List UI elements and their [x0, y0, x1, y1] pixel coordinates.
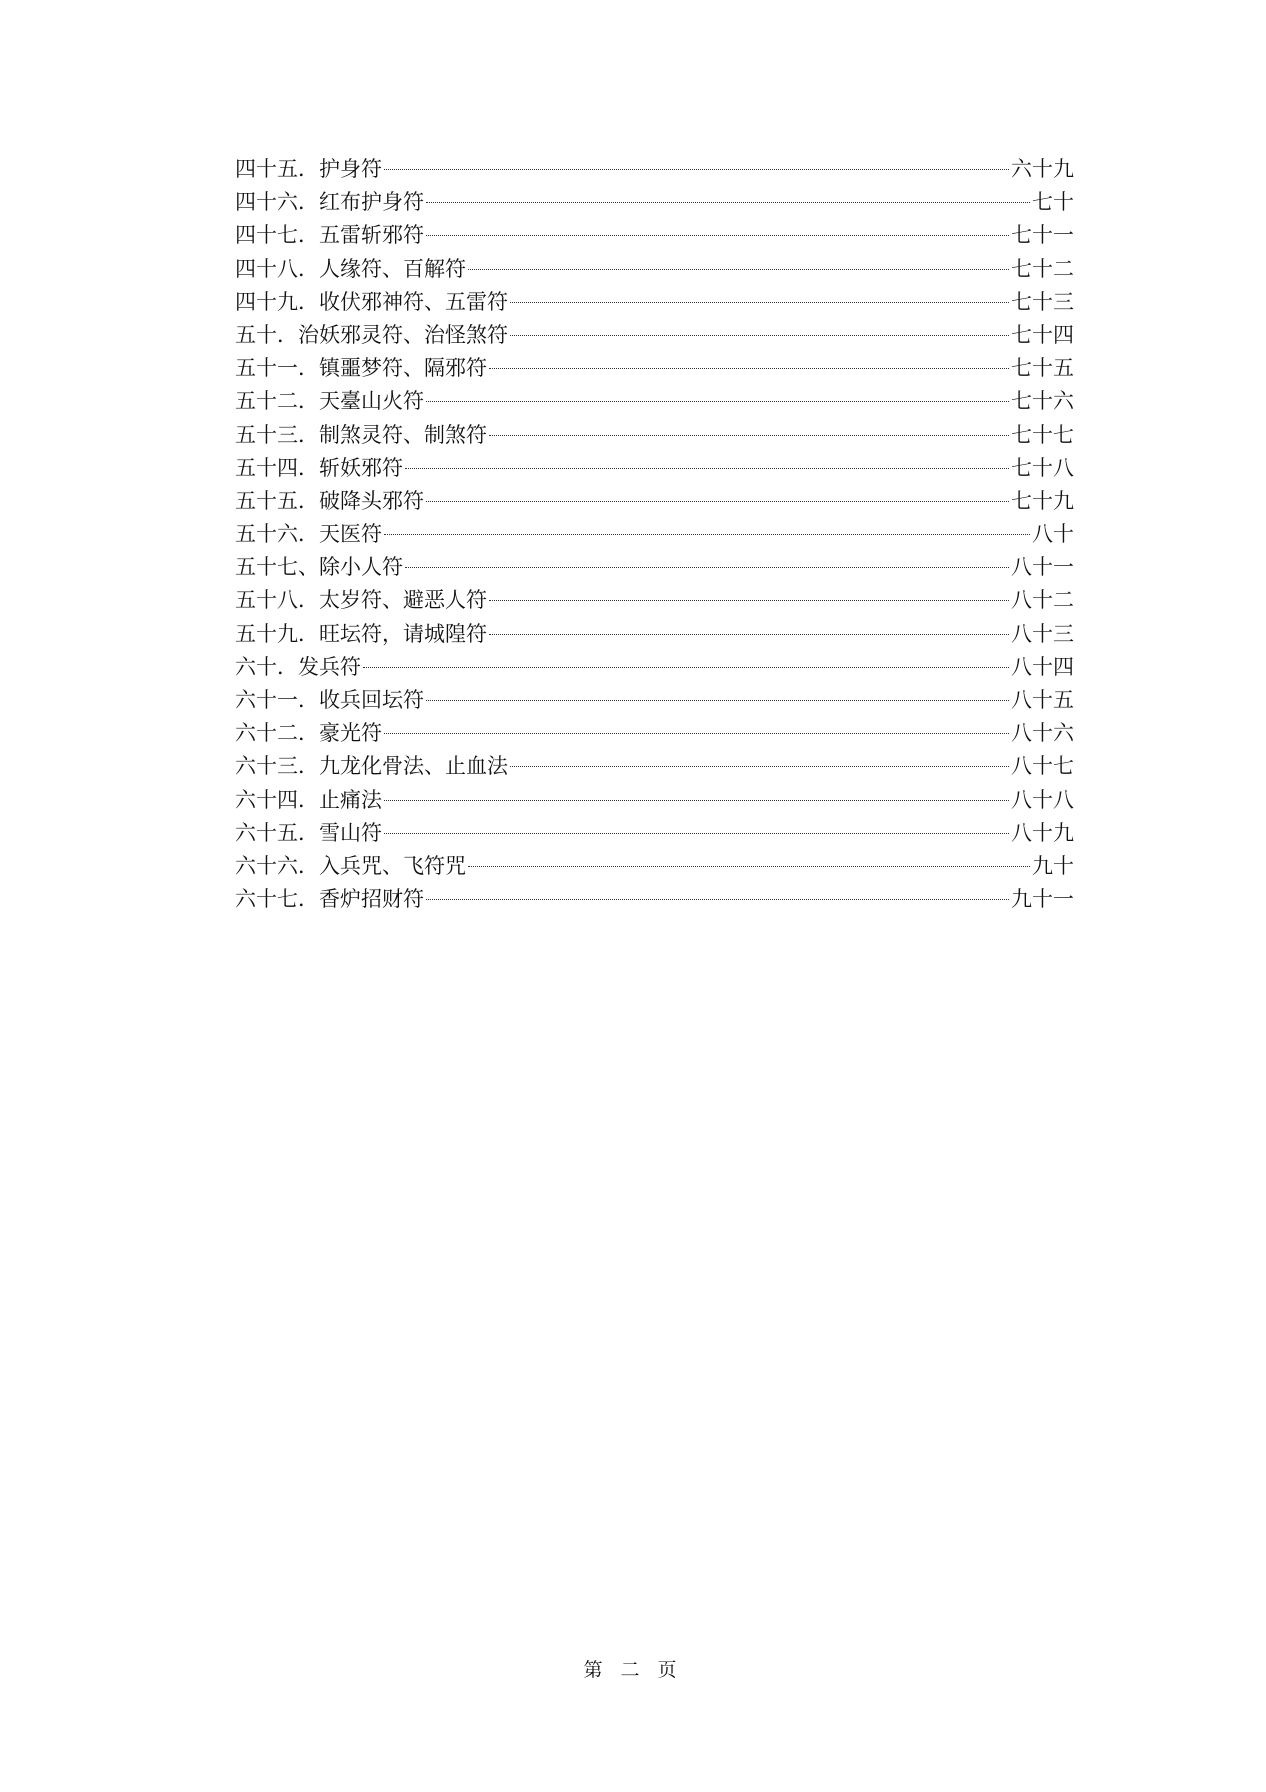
- toc-entry-number: 六十四．: [235, 787, 319, 812]
- toc-entry-title: 太岁符、避恶人符: [319, 588, 487, 613]
- toc-entry-title: 治妖邪灵符、治怪煞符: [298, 322, 508, 347]
- toc-dot-leader: [489, 600, 1009, 601]
- toc-entry[interactable]: [235, 352, 1074, 385]
- toc-dot-leader: [384, 800, 1009, 801]
- toc-entry-page: 七十三: [1011, 289, 1074, 314]
- toc-dot-leader: [489, 435, 1009, 436]
- toc-entry[interactable]: [235, 717, 1074, 750]
- toc-entry-title: 人缘符、百解符: [319, 256, 466, 281]
- toc-entry-title: 天医符: [319, 522, 382, 547]
- toc-entry-number: 六十七．: [235, 887, 319, 912]
- toc-entry-page: 九十: [1032, 853, 1074, 878]
- toc-entry-page: 八十: [1032, 522, 1074, 547]
- toc-entry[interactable]: [235, 784, 1074, 817]
- toc-entry-title: 斩妖邪符: [319, 455, 403, 480]
- toc-dot-leader: [405, 567, 1009, 568]
- toc-entry[interactable]: [235, 319, 1074, 352]
- toc-dot-leader: [510, 766, 1009, 767]
- toc-entry-number: 五十八．: [235, 588, 319, 613]
- toc-entry-title: 红布护身符: [319, 190, 424, 215]
- toc-entry-title: 香炉招财符: [319, 887, 424, 912]
- toc-entry[interactable]: [235, 551, 1074, 584]
- toc-entry-title: 破降头邪符: [319, 488, 424, 513]
- toc-dot-leader: [468, 866, 1030, 867]
- toc-dot-leader: [405, 468, 1009, 469]
- toc-entry-number: 五十四．: [235, 455, 319, 480]
- toc-entry-page: 七十七: [1011, 422, 1074, 447]
- toc-entry-title: 发兵符: [298, 654, 361, 679]
- toc-entry-number: 六十二．: [235, 721, 319, 746]
- toc-entry-page: 八十八: [1011, 787, 1074, 812]
- toc-entry-number: 六十六．: [235, 853, 319, 878]
- toc-entry[interactable]: [235, 253, 1074, 286]
- table-of-contents: [235, 153, 1074, 916]
- toc-dot-leader: [384, 733, 1009, 734]
- toc-entry-page: 七十四: [1011, 322, 1074, 347]
- toc-dot-leader: [510, 302, 1009, 303]
- toc-entry[interactable]: [235, 684, 1074, 717]
- toc-entry-number: 五十三．: [235, 422, 319, 447]
- page-footer: 第 二 页: [583, 1659, 683, 1681]
- toc-entry-title: 天臺山火符: [319, 389, 424, 414]
- toc-entry-number: 五十七、: [235, 555, 319, 580]
- toc-entry-number: 四十五．: [235, 157, 319, 181]
- toc-entry[interactable]: [235, 750, 1074, 783]
- toc-entry-page: 六十九: [1011, 157, 1074, 181]
- toc-entry[interactable]: [235, 385, 1074, 418]
- toc-entry-page: 七十一: [1011, 223, 1074, 248]
- toc-entry-page: 八十一: [1011, 555, 1074, 580]
- toc-entry-title: 制煞灵符、制煞符: [319, 422, 487, 447]
- toc-entry-page: 八十三: [1011, 621, 1074, 646]
- toc-entry-number: 五十．: [235, 322, 298, 347]
- toc-entry-number: 四十九．: [235, 289, 319, 314]
- toc-entry-page: 七十八: [1011, 455, 1074, 480]
- toc-entry-page: 七十九: [1011, 488, 1074, 513]
- toc-entry-number: 五十二．: [235, 389, 319, 414]
- toc-entry[interactable]: [235, 452, 1074, 485]
- toc-entry[interactable]: [235, 219, 1074, 252]
- toc-dot-leader: [384, 169, 1009, 170]
- toc-entry-number: 六十一．: [235, 688, 319, 712]
- toc-entry-page: 九十一: [1011, 887, 1074, 912]
- toc-entry-page: 八十四: [1011, 654, 1074, 679]
- toc-entry[interactable]: [235, 883, 1074, 916]
- toc-dot-leader: [426, 401, 1009, 402]
- toc-entry-page: 八十五: [1011, 688, 1074, 712]
- toc-entry-number: 六十五．: [235, 820, 319, 845]
- toc-entry-page: 七十五: [1011, 356, 1074, 381]
- toc-dot-leader: [363, 667, 1009, 668]
- toc-entry-page: 八十九: [1011, 820, 1074, 845]
- toc-dot-leader: [489, 634, 1009, 635]
- toc-entry[interactable]: [235, 518, 1074, 551]
- toc-dot-leader: [384, 833, 1009, 834]
- toc-dot-leader: [426, 700, 1009, 701]
- toc-entry-number: 六十．: [235, 654, 298, 679]
- toc-entry-title: 旺坛符，请城隍符: [319, 621, 487, 646]
- toc-dot-leader: [468, 269, 1009, 270]
- toc-dot-leader: [426, 235, 1009, 236]
- toc-dot-leader: [426, 202, 1030, 203]
- toc-dot-leader: [426, 501, 1009, 502]
- toc-dot-leader: [384, 534, 1030, 535]
- toc-entry-page: 八十七: [1011, 754, 1074, 779]
- toc-entry-title: 除小人符: [319, 555, 403, 580]
- toc-entry[interactable]: [235, 186, 1074, 219]
- toc-entry-number: 四十八．: [235, 256, 319, 281]
- toc-entry[interactable]: [235, 286, 1074, 319]
- toc-entry-number: 五十五．: [235, 488, 319, 513]
- toc-entry-title: 入兵咒、飞符咒: [319, 853, 466, 878]
- toc-entry-page: 七十六: [1011, 389, 1074, 414]
- toc-entry-page: 八十二: [1011, 588, 1074, 613]
- toc-entry-title: 收伏邪神符、五雷符: [319, 289, 508, 314]
- toc-entry[interactable]: [235, 651, 1074, 684]
- toc-entry-title: 豪光符: [319, 721, 382, 746]
- toc-entry-page: 七十: [1032, 190, 1074, 215]
- toc-entry-title: 镇噩梦符、隔邪符: [319, 356, 487, 381]
- toc-entry[interactable]: [235, 817, 1074, 850]
- toc-entry-title: 五雷斩邪符: [319, 223, 424, 248]
- toc-entry[interactable]: [235, 850, 1074, 883]
- toc-entry-number: 五十一．: [235, 356, 319, 381]
- toc-entry-title: 护身符: [319, 157, 382, 181]
- toc-entry[interactable]: [235, 584, 1074, 617]
- toc-entry-title: 雪山符: [319, 820, 382, 845]
- toc-dot-leader: [489, 368, 1009, 369]
- toc-entry-number: 五十六．: [235, 522, 319, 547]
- toc-entry[interactable]: [235, 419, 1074, 452]
- toc-entry-number: 四十七．: [235, 223, 319, 248]
- toc-entry-page: 八十六: [1011, 721, 1074, 746]
- toc-entry-title: 止痛法: [319, 787, 382, 812]
- toc-entry-title: 九龙化骨法、止血法: [319, 754, 508, 779]
- toc-dot-leader: [510, 335, 1009, 336]
- toc-entry[interactable]: [235, 618, 1074, 651]
- toc-entry-page: 七十二: [1011, 256, 1074, 281]
- toc-entry-number: 四十六．: [235, 190, 319, 215]
- toc-entry[interactable]: [235, 485, 1074, 518]
- toc-entry-number: 六十三．: [235, 754, 319, 779]
- toc-entry-number: 五十九．: [235, 621, 319, 646]
- toc-dot-leader: [426, 899, 1009, 900]
- toc-entry[interactable]: [235, 153, 1074, 186]
- toc-entry-title: 收兵回坛符: [319, 688, 424, 712]
